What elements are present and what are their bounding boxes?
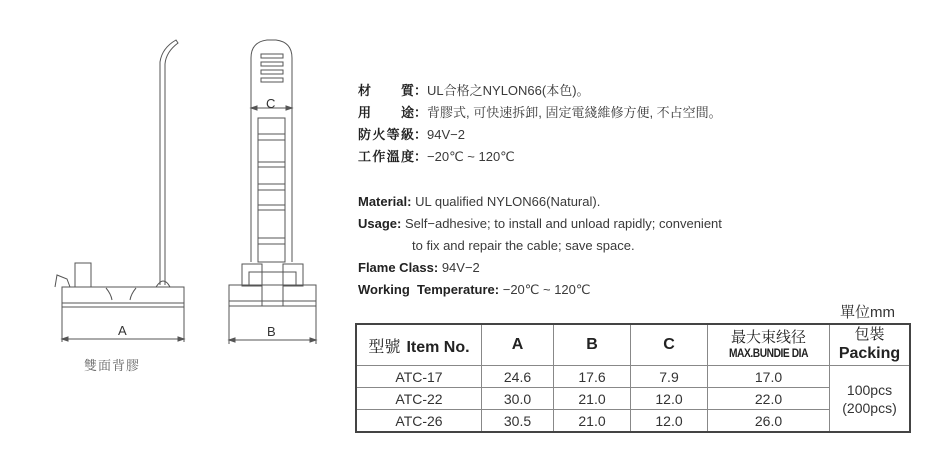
spec-zh-flame: 防火等級：94V−2 bbox=[358, 127, 465, 142]
spec-zh-usage: 用 途：背膠式, 可快速拆卸, 固定電綫維修方便, 不占空間。 bbox=[358, 105, 722, 120]
cell-c: 12.0 bbox=[631, 388, 708, 410]
spec-chinese bbox=[358, 80, 722, 168]
cell-b: 17.6 bbox=[554, 366, 631, 388]
unit-label: 單位mm bbox=[840, 304, 895, 321]
header-max-bundle-dia: 最大束线径 MAX.BUNDIE DIA bbox=[708, 324, 830, 366]
header-packing: 包裝 Packing bbox=[830, 324, 911, 366]
drawing-caption: 雙面背膠 bbox=[84, 359, 141, 374]
header-b: B bbox=[554, 324, 631, 366]
spec-table bbox=[355, 323, 911, 433]
cell-max: 22.0 bbox=[708, 388, 830, 410]
dimension-b-label: B bbox=[267, 324, 276, 339]
table-row bbox=[356, 388, 910, 410]
table-row bbox=[356, 366, 910, 388]
cell-a: 24.6 bbox=[482, 366, 554, 388]
dimension-a-label: A bbox=[118, 323, 127, 338]
spec-en-usage-cont: to fix and repair the cable; save space. bbox=[412, 238, 635, 253]
spec-en-usage: Usage: Self−adhesive; to install and unload rapidly; convenient bbox=[358, 216, 722, 231]
cell-b: 21.0 bbox=[554, 410, 631, 433]
cell-b: 21.0 bbox=[554, 388, 631, 410]
spec-english bbox=[358, 191, 722, 301]
spec-zh-material: 材 質：UL合格之NYLON66(本色)。 bbox=[358, 83, 590, 98]
cell-c: 12.0 bbox=[631, 410, 708, 433]
table-row bbox=[356, 410, 910, 433]
header-a: A bbox=[482, 324, 554, 366]
cell-max: 26.0 bbox=[708, 410, 830, 433]
cell-c: 7.9 bbox=[631, 366, 708, 388]
dimension-c-label: C bbox=[266, 96, 276, 111]
spec-en-flame: Flame Class: 94V−2 bbox=[358, 260, 480, 275]
cell-item: ATC-17 bbox=[356, 366, 482, 388]
table-header-row bbox=[356, 324, 910, 366]
header-c: C bbox=[631, 324, 708, 366]
cell-item: ATC-22 bbox=[356, 388, 482, 410]
spec-en-temperature: Working Temperature: −20℃ ~ 120℃ bbox=[358, 282, 591, 297]
cell-packing: 100pcs (200pcs) bbox=[830, 366, 911, 433]
cell-a: 30.0 bbox=[482, 388, 554, 410]
spec-zh-temperature: 工作溫度：−20℃ ~ 120℃ bbox=[358, 149, 515, 164]
header-item-no: 型號 Item No. bbox=[356, 324, 482, 366]
cell-a: 30.5 bbox=[482, 410, 554, 433]
side-view-drawing bbox=[55, 40, 184, 342]
cell-item: ATC-26 bbox=[356, 410, 482, 433]
front-view-drawing bbox=[229, 40, 316, 344]
spec-en-material: Material: UL qualified NYLON66(Natural). bbox=[358, 194, 601, 209]
technical-drawings bbox=[0, 0, 360, 468]
cell-max: 17.0 bbox=[708, 366, 830, 388]
